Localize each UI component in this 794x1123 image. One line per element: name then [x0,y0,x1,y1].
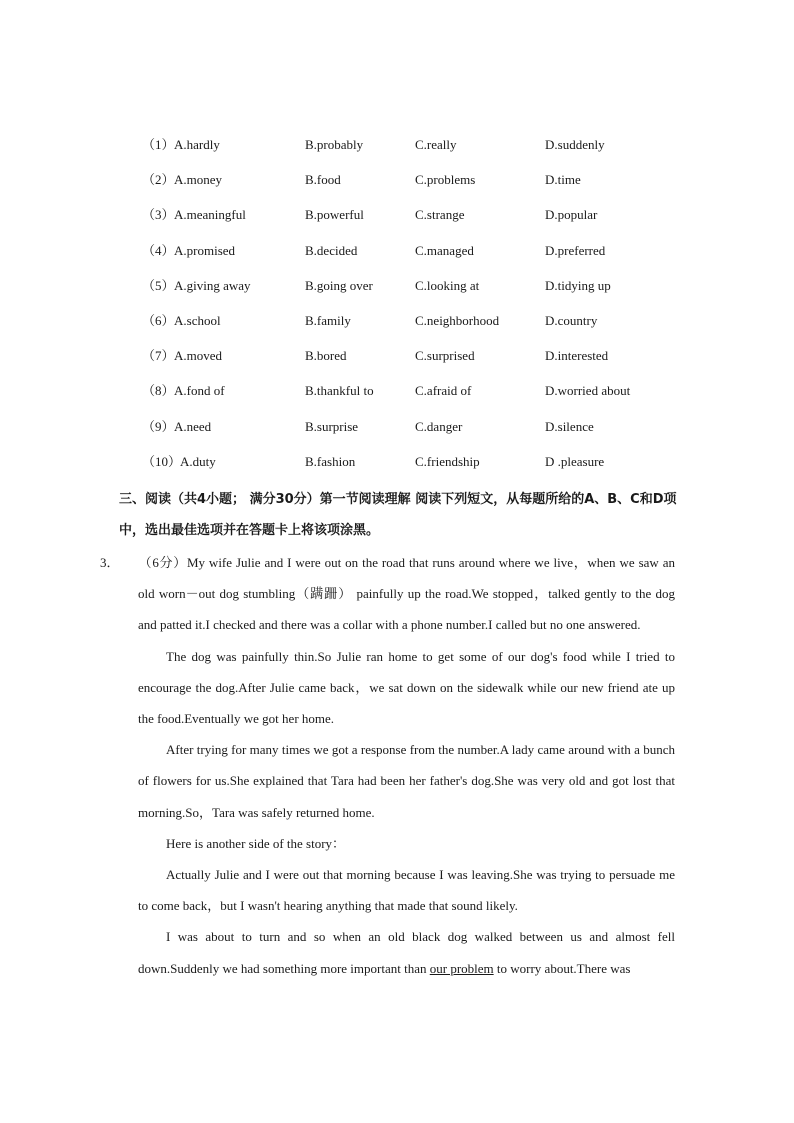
option-d: D.worried about [545,383,631,399]
option-b: B.bored [305,348,347,364]
option-d: D.preferred [545,242,606,258]
paragraph-text: to worry about.There was [493,960,631,976]
option-a: A.duty [180,453,216,469]
underlined-phrase: our problem [429,960,494,976]
option-row-2 [142,171,702,206]
option-row-9 [142,418,702,453]
option-b: B.family [305,312,351,328]
option-row-7 [142,347,702,382]
option-d: D.silence [545,418,594,434]
question-number: 3． [100,555,120,570]
question-paragraph-4: Here is another side of the story： [166,835,346,851]
option-c: C.surprised [415,348,475,364]
question-paragraph-1 [100,547,675,641]
question-paragraph-3: After trying for many times we got a response from the number.A lady came around with a bunch of flowers for us.She explained that Tara had been her father's dog.She was very old and got lost that morning.So，Tara was safely returned home. [138,742,675,820]
question-paragraph-2: The dog was painfully thin.So Julie ran home to get some of our dog's food while I tried to encourage the dog.After Julie came back，we sat down on the sidewalk while our new friend ate up the food.Eventually we got her home. [138,648,675,727]
section-heading: 三、阅读（共4小题； 满分30分）第一节阅读理解 阅读下列短文，从每题所给的A、B、C和D项中，选出最佳选项并在答题卡上将该项涂黑。 [119,492,677,538]
option-number: （1） [142,137,175,152]
option-c: C.managed [415,242,474,258]
answer-options-list [142,136,702,488]
paragraph-text: My wife Julie and I were out on the road that runs around where we live，when we saw an old worn－out dog stumbling（蹒跚） painfully up the road.We stopped，talked gently to the dog and patted it.I checked and there was a collar with a phone number.I called but no one answered. [138,555,675,633]
option-d: D.time [545,172,581,188]
option-row-4 [142,242,702,277]
option-c: C.neighborhood [415,312,500,328]
option-c: C.friendship [415,453,480,469]
question-paragraph-5: Actually Julie and I were out that morning because I was leaving.She was trying to persuade me to come back，but I wasn't hearing anything that made that sound likely. [138,867,675,914]
option-c: C.really [415,137,457,152]
option-a: A.money [174,172,223,188]
option-d: D.popular [545,207,598,223]
option-row-10 [142,453,702,488]
option-row-3 [142,206,702,241]
option-b: B.food [305,172,341,188]
paragraph-text: I was about to turn and so when an old black dog walked between us and almost fell down.Suddenly we had something more important than [138,929,675,976]
option-b: B.going over [305,277,373,293]
option-number: （9） [142,418,175,434]
option-a: A.need [174,418,212,434]
option-b: B.powerful [305,207,364,223]
option-a: A.promised [174,242,236,258]
option-a: A.giving away [174,277,251,293]
option-a: A.meaningful [174,207,246,223]
option-b: B.probably [305,137,364,152]
option-number: （8） [142,383,175,399]
option-c: C.afraid of [415,383,472,399]
option-row-1 [142,136,702,171]
option-number: （4） [142,242,175,258]
option-c: C.looking at [415,277,480,293]
option-number: （2） [142,172,175,188]
option-number: （3） [142,207,175,223]
option-row-6 [142,312,702,347]
option-b: B.decided [305,242,358,258]
option-c: C.danger [415,418,463,434]
option-a: A.fond of [174,383,225,399]
question-paragraph-6 [119,921,675,983]
option-d: D.interested [545,348,609,364]
option-number: （5） [142,277,175,293]
option-d: D .pleasure [545,453,605,469]
option-row-8 [142,382,702,417]
option-number: （7） [142,348,175,364]
option-row-5 [142,277,702,312]
option-a: A.hardly [174,137,220,152]
option-d: D.country [545,312,598,328]
option-c: C.strange [415,207,465,223]
option-b: B.fashion [305,453,356,469]
option-a: A.moved [174,348,223,364]
option-number: （6） [142,312,175,328]
option-d: D.tidying up [545,277,611,293]
option-c: C.problems [415,172,476,188]
option-number: （10） [142,453,182,469]
option-a: A.school [174,312,221,328]
option-b: B.thankful to [305,383,374,399]
reading-question [100,547,675,984]
question-score: （6分） [138,555,187,570]
option-b: B.surprise [305,418,359,434]
option-d: D.suddenly [545,137,605,152]
